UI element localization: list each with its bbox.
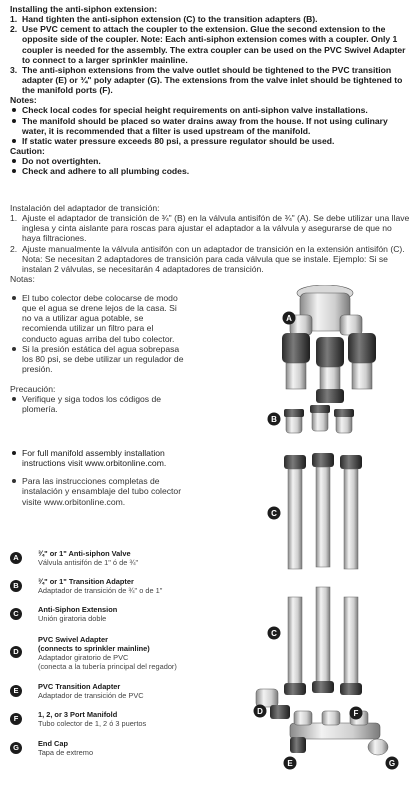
spanish-note-2: Si la presión estática del agua sobrepasa los 80 psi, se debe utilizar un regulador de presión. — [10, 344, 185, 374]
english-step-3: 3. The anti-siphon extensions from the valve outlet should be tightened to the PVC transition adapter (E) or ¾" poly adapter (G). The extensions from the valve inlet should be tightened to the manifold ports (F). — [10, 64, 403, 96]
diagram-label-c-upper: C — [271, 509, 277, 518]
spanish-caution-1: Verifique y siga todos los códigos de plomería. — [10, 394, 185, 414]
spanish-title: Instalación del adaptador de transición: — [10, 203, 160, 213]
anti-siphon-valve-illustration — [282, 285, 376, 403]
diagram-label-f: F — [353, 709, 359, 718]
parts-diagram — [230, 285, 416, 775]
diagram-label-c-lower: C — [271, 629, 277, 638]
diagram-label-d: D — [257, 707, 263, 716]
anti-siphon-extension-upper — [284, 453, 362, 569]
manifold-info-es: Para las instrucciones completas de instalación y ensamblaje del tubo colector visite www.orbitonline.com. — [10, 476, 185, 506]
spanish-notes-column — [10, 293, 185, 415]
legend-letter-c: C — [10, 608, 22, 620]
diagram-label-e: E — [287, 759, 293, 768]
diagram-label-b: B — [271, 415, 277, 424]
manifold-info — [10, 448, 185, 507]
manifold-illustration — [256, 689, 388, 755]
english-instructions — [10, 4, 410, 176]
english-note-3: If static water pressure exceeds 80 psi, a pressure regulator should be used. — [10, 136, 410, 146]
legend-letter-f: F — [10, 713, 22, 725]
diagram-label-a: A — [286, 314, 292, 323]
spanish-step-2: 2. Ajuste manualmente la válvula antisifón con un adaptador de transición en la extensión antisifón (C). Nota: Se necesitan 2 adaptadores de transición para cada válvula que se instale. Ejemplo: Si se instalan 2 válvulas, se necesitarán 4 adaptadores de transición. — [10, 243, 405, 274]
legend-letter-e: E — [10, 685, 22, 697]
english-caution-1: Do not overtighten. — [10, 156, 410, 166]
english-caution-2: Check and adhere to all plumbing codes. — [10, 166, 410, 176]
english-notes-title: Notes: — [10, 95, 37, 106]
english-caution-title: Caution: — [10, 145, 45, 156]
diagram-label-g: G — [388, 759, 396, 768]
legend-letter-a: A — [10, 552, 22, 564]
english-step-1: 1. Hand tighten the anti-siphon extension (C) to the transition adapters (B). — [10, 14, 318, 25]
spanish-notes-title: Notas: — [10, 273, 35, 284]
legend-letter-d: D — [10, 646, 22, 658]
spanish-caution-title: Precaución: — [10, 384, 56, 395]
english-note-2: The manifold should be placed so water drains away from the house. If not using culinary water, it is recommended that a filter is used upstream of the manifold. — [10, 116, 410, 136]
legend-letter-b: B — [10, 580, 22, 592]
english-step-2: 2. Use PVC cement to attach the coupler to the extension. Glue the second extension to the opposite side of the coupler. Note: Each anti-siphon extension comes with a coupler. Only 1 coupler is needed for the assembly. The extra coupler can be used on the PVC Swivel Adapter to connect to a larger sprinkler mainline. — [10, 24, 406, 65]
transition-adapter-illustration — [284, 405, 354, 433]
manifold-info-en: For full manifold assembly installation instructions visit www.orbitonline.com. — [10, 448, 185, 468]
english-note-1: Check local codes for special height requirements on anti-siphon valve installations. — [10, 105, 410, 115]
legend-letter-g: G — [10, 742, 22, 754]
spanish-step-1: 1. Ajuste el adaptador de transición de ¾" (B) en la válvula antisifón de ¾" (A). Se debe utilizar una llave inglesa y cinta aislante para roscas para ajustar el adaptador a la válvula y asegurarse de que no haya filtraciones. — [10, 213, 410, 244]
spanish-note-1: El tubo colector debe colocarse de modo que el agua se drene lejos de la casa. Si no va a utilizar agua potable, se recomienda utilizar un filtro para el conducto aguas arriba del tubo colector. — [10, 293, 185, 344]
spanish-instructions — [10, 203, 410, 284]
anti-siphon-extension-lower — [284, 587, 362, 695]
english-title: Installing the anti-siphon extension: — [10, 4, 158, 14]
